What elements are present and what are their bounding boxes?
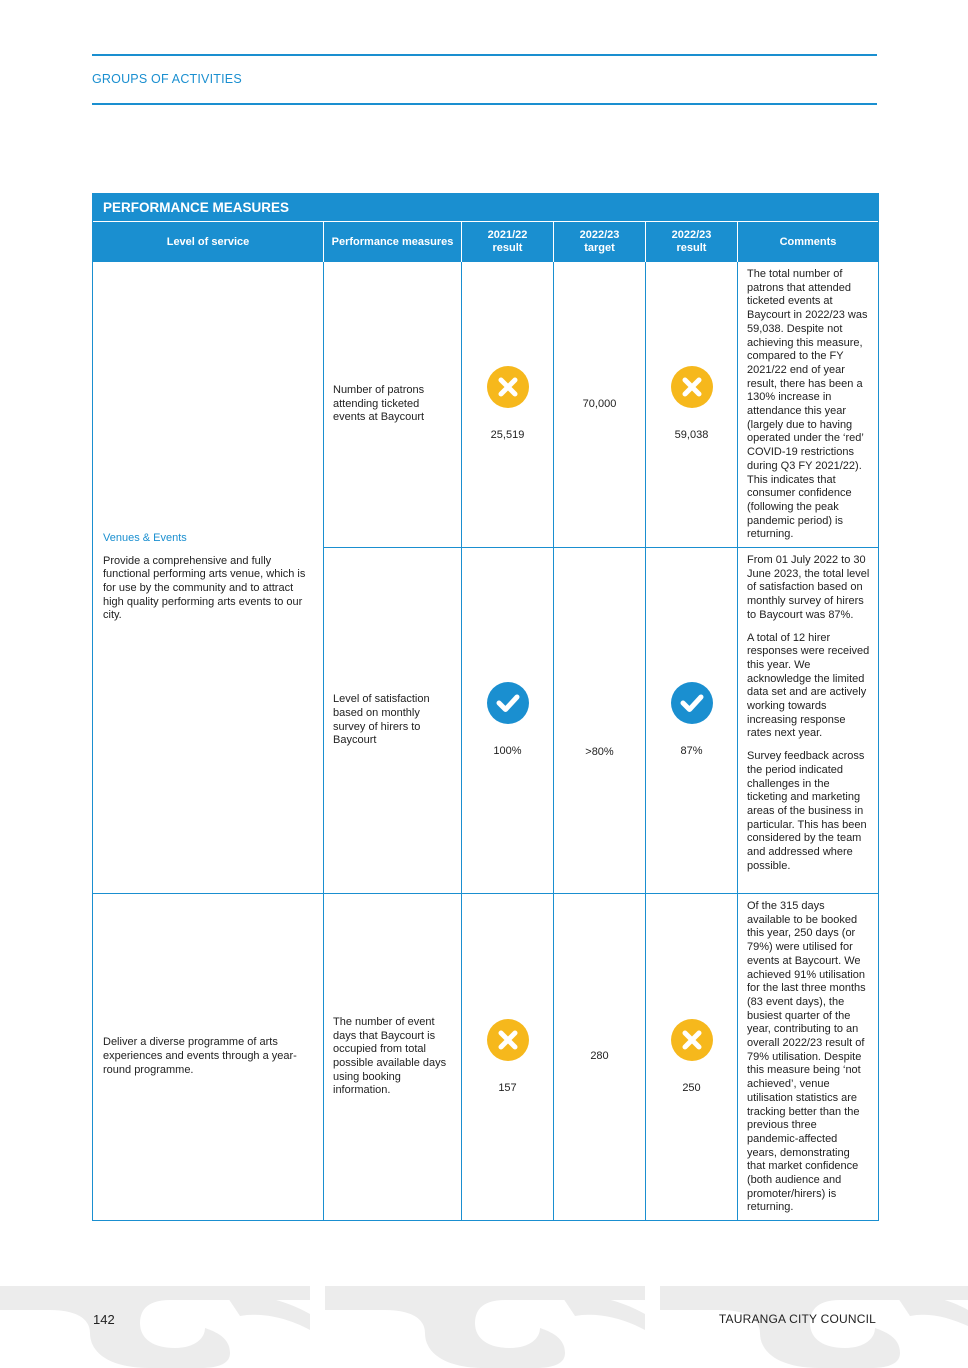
section-label: GROUPS OF ACTIVITIES <box>92 72 242 86</box>
not-achieved-icon <box>487 1019 529 1061</box>
measure-cell <box>324 548 462 894</box>
measure-cell <box>324 894 462 1220</box>
target-2223-cell <box>554 548 646 894</box>
comments-cell <box>738 262 878 548</box>
result-2223-cell <box>646 262 738 548</box>
table-title: PERFORMANCE MEASURES <box>93 194 878 222</box>
top-rule <box>92 54 877 56</box>
comment-paragraph: Of the 315 days available to be booked this year, 250 days (or 79%) were utilised for events at Baycourt. We achieved 91% utilisation for the last three months (83 event days), the busiest quarter of the year, contributing to an overall 2022/23 result of 79% utilisation. Despite this measure being ‘not achieved’, venue utilisation statistics are tracking better than the previous three pandemic-affected years, demonstrating that market confidence (both audience and promoter/hirers) is returning. <box>747 900 866 1214</box>
service-group-title: Venues & Events <box>103 531 187 544</box>
header-result-2223: 2022/23 result <box>646 222 738 262</box>
organisation-name: TAURANGA CITY COUNCIL <box>718 1312 876 1326</box>
header-target-2223: 2022/23 target <box>554 222 646 262</box>
table-header-row <box>93 222 878 262</box>
result-2122-value: 25,519 <box>490 429 525 442</box>
achieved-check-icon <box>487 682 529 724</box>
achieved-check-icon <box>671 682 713 724</box>
header-result-2122: 2021/22 result <box>462 222 554 262</box>
header-performance-measures: Performance measures <box>324 222 462 262</box>
target-2223-cell <box>554 262 646 548</box>
target-2223-cell <box>554 894 646 1220</box>
not-achieved-icon <box>487 366 529 408</box>
level-of-service-venues-events <box>93 262 324 894</box>
comment-paragraph: The total number of patrons that attended ticketed events at Baycourt in 2022/23 was 59,038. Despite not achieving this measure, compared to the FY 2021/22 end of year result, there has been a 130% increase in attendance this year (largely due to having operated under the ‘red’ COVID-19 restrictions during Q3 FY 2021/22). This indicates that consumer confidence (following the peak pandemic period) is returning. <box>747 268 868 541</box>
measure-text: Number of patrons attending ticketed events at Baycourt <box>333 383 425 424</box>
performance-measures-table <box>92 193 879 1221</box>
measure-text: Level of satisfaction based on monthly survey of hirers to Baycourt <box>333 693 430 747</box>
target-2223-value: 70,000 <box>582 397 617 410</box>
result-2223-cell <box>646 894 738 1220</box>
result-2122-cell <box>462 548 554 894</box>
target-2223-value: >80% <box>585 745 614 758</box>
comments-cell <box>738 894 878 1220</box>
target-2223-value: 280 <box>590 1050 609 1063</box>
measure-text: The number of event days that Baycourt is occupied from total possible available days using booking information. <box>333 1015 447 1097</box>
comments-cell <box>738 548 878 894</box>
result-2122-cell <box>462 262 554 548</box>
table-body <box>93 262 878 1220</box>
result-2122-value: 100% <box>493 745 522 758</box>
header-comments: Comments <box>779 235 837 248</box>
result-2122-value: 157 <box>498 1081 517 1094</box>
header-rule <box>92 103 877 105</box>
page-number: 142 <box>93 1312 115 1327</box>
comment-paragraph: From 01 July 2022 to 30 June 2023, the total level of satisfaction based on monthly survey of hirers to Baycourt was 87%. <box>747 554 870 621</box>
result-2223-value: 87% <box>680 745 703 758</box>
comment-paragraph: A total of 12 hirer responses were received this year. We acknowledge the limited data set and are actively working towards increasing response rates next year. <box>747 631 870 740</box>
result-2122-cell <box>462 894 554 1220</box>
service-group-description: Deliver a diverse programme of arts experiences and events through a year-round programme. <box>103 1036 297 1076</box>
measure-cell <box>324 262 462 548</box>
not-achieved-icon <box>671 1019 713 1061</box>
level-of-service-arts-programme <box>93 894 324 1220</box>
comment-paragraph: Survey feedback across the period indicated challenges in the ticketing and marketing areas of the business in particular. This has been considered by the team and addressed where possible. <box>747 750 867 872</box>
service-group-description: Provide a comprehensive and fully functional performing arts venue, which is for use by the community and to attract high quality performing arts events to our city. <box>103 554 306 622</box>
result-2223-value: 250 <box>682 1081 701 1094</box>
result-2223-cell <box>646 548 738 894</box>
result-2223-value: 59,038 <box>674 429 709 442</box>
not-achieved-icon <box>671 366 713 408</box>
header-level-of-service: Level of service <box>93 222 324 262</box>
